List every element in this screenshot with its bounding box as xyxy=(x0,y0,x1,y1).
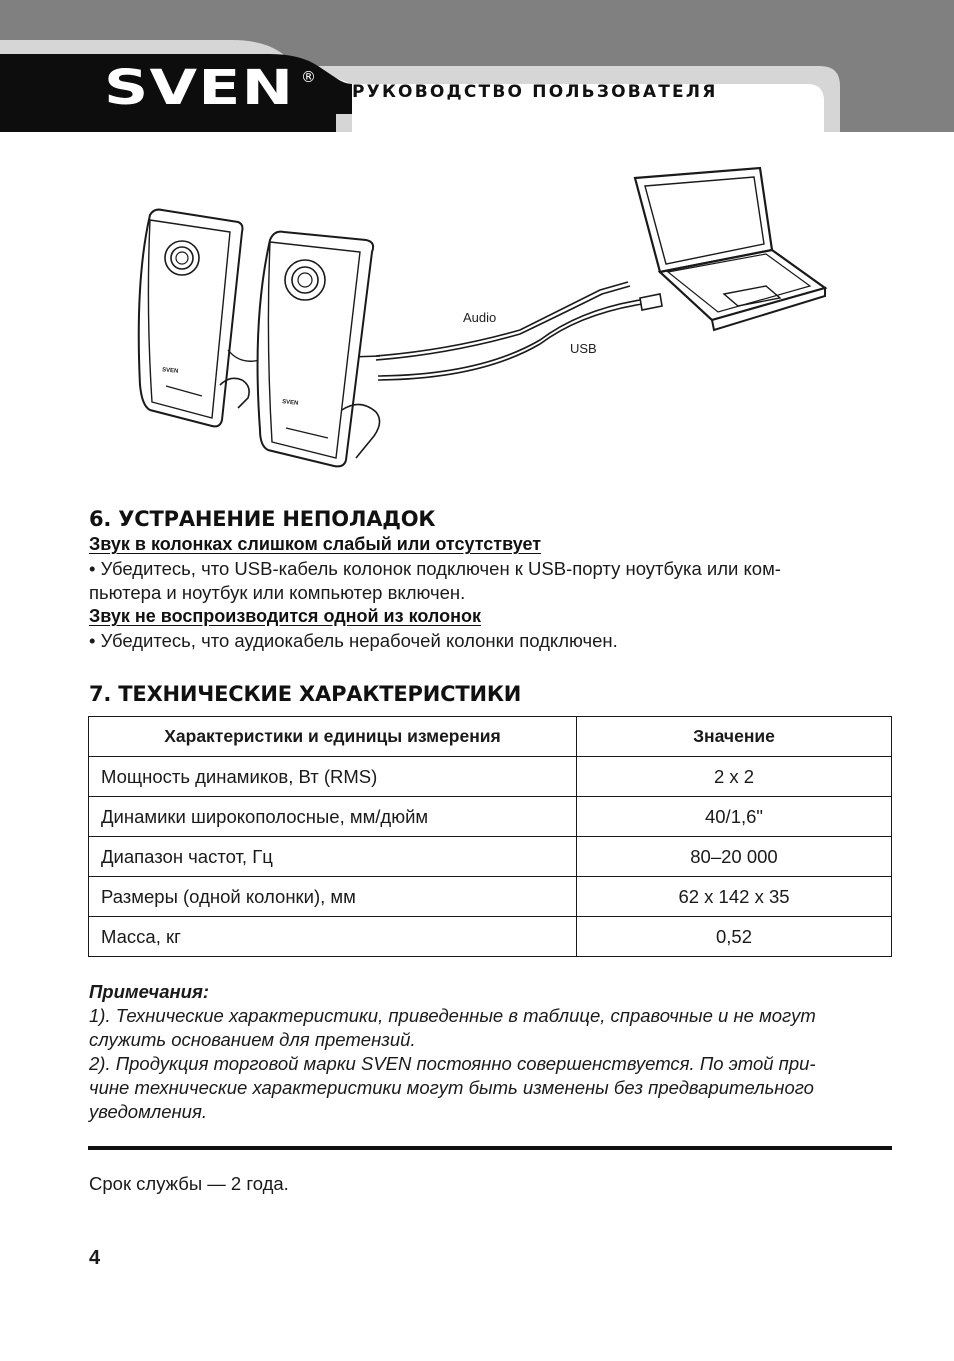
specs-heading: 7. ТЕХНИЧЕСКИЕ ХАРАКТЕРИСТИКИ xyxy=(89,682,522,706)
spec-value: 2 x 2 xyxy=(577,757,892,797)
speaker-right-icon xyxy=(258,232,380,467)
page-header xyxy=(0,0,954,140)
laptop-icon xyxy=(635,168,825,330)
problem-2-text: • Убедитесь, что аудиокабель нерабочей колонки подключен. xyxy=(89,630,618,651)
note-1-line-2: служить основанием для претензий. xyxy=(89,1029,416,1050)
registered-mark: ® xyxy=(301,68,316,86)
page-number: 4 xyxy=(89,1247,101,1269)
brand-logo: SVEN xyxy=(104,60,295,116)
problem-1-line-1: • Убедитесь, что USB-кабель колонок подключен к USB-порту ноутбука или ком- xyxy=(89,558,781,579)
spec-value: 62 x 142 x 35 xyxy=(577,877,892,917)
table-row xyxy=(89,797,892,837)
spec-param: Размеры (одной колонки), мм xyxy=(89,877,577,917)
problem-1-text xyxy=(89,557,894,605)
audio-cable-label: Audio xyxy=(463,310,497,325)
service-life: Срок службы — 2 года. xyxy=(89,1173,289,1194)
speaker-right-logo: SVEN xyxy=(281,399,299,407)
header-title: РУКОВОДСТВО ПОЛЬЗОВАТЕЛЯ xyxy=(352,82,718,102)
note-2-line-3: уведомления. xyxy=(89,1101,207,1122)
note-2-line-2: чине технические характеристики могут быть изменены без предварительного xyxy=(89,1077,814,1098)
divider xyxy=(88,1146,892,1150)
spec-param: Динамики широкополосные, мм/дюйм xyxy=(89,797,577,837)
spec-value: 80–20 000 xyxy=(577,837,892,877)
specs-col-value: Значение xyxy=(577,717,892,757)
specs-col-param: Характеристики и единицы измерения xyxy=(89,717,577,757)
troubleshooting-heading: 6. УСТРАНЕНИЕ НЕПОЛАДОК xyxy=(89,507,436,531)
usb-cable-label: USB xyxy=(570,341,597,356)
table-row xyxy=(89,917,892,957)
connection-diagram xyxy=(120,160,840,480)
table-row xyxy=(89,837,892,877)
spec-param: Диапазон частот, Гц xyxy=(89,837,577,877)
note-1-line-1: 1). Технические характеристики, приведенные в таблице, справочные и не могут xyxy=(89,1005,816,1026)
specs-table xyxy=(88,716,892,957)
problem-1-title: Звук в колонках слишком слабый или отсутствует xyxy=(89,534,542,554)
speaker-left-logo: SVEN xyxy=(161,367,179,375)
problem-2-title: Звук не воспроизводится одной из колонок xyxy=(89,606,481,626)
spec-param: Мощность динамиков, Вт (RMS) xyxy=(89,757,577,797)
table-row xyxy=(89,757,892,797)
specs-header-row xyxy=(89,717,892,757)
table-row xyxy=(89,877,892,917)
spec-param: Масса, кг xyxy=(89,917,577,957)
note-2-line-1: 2). Продукция торговой марки SVEN постоянно совершенствуется. По этой при- xyxy=(89,1053,816,1074)
notes-block xyxy=(89,980,894,1124)
spec-value: 0,52 xyxy=(577,917,892,957)
spec-value: 40/1,6" xyxy=(577,797,892,837)
notes-title: Примечания: xyxy=(89,981,210,1002)
problem-1-line-2: пьютера и ноутбук или компьютер включен. xyxy=(89,582,466,603)
